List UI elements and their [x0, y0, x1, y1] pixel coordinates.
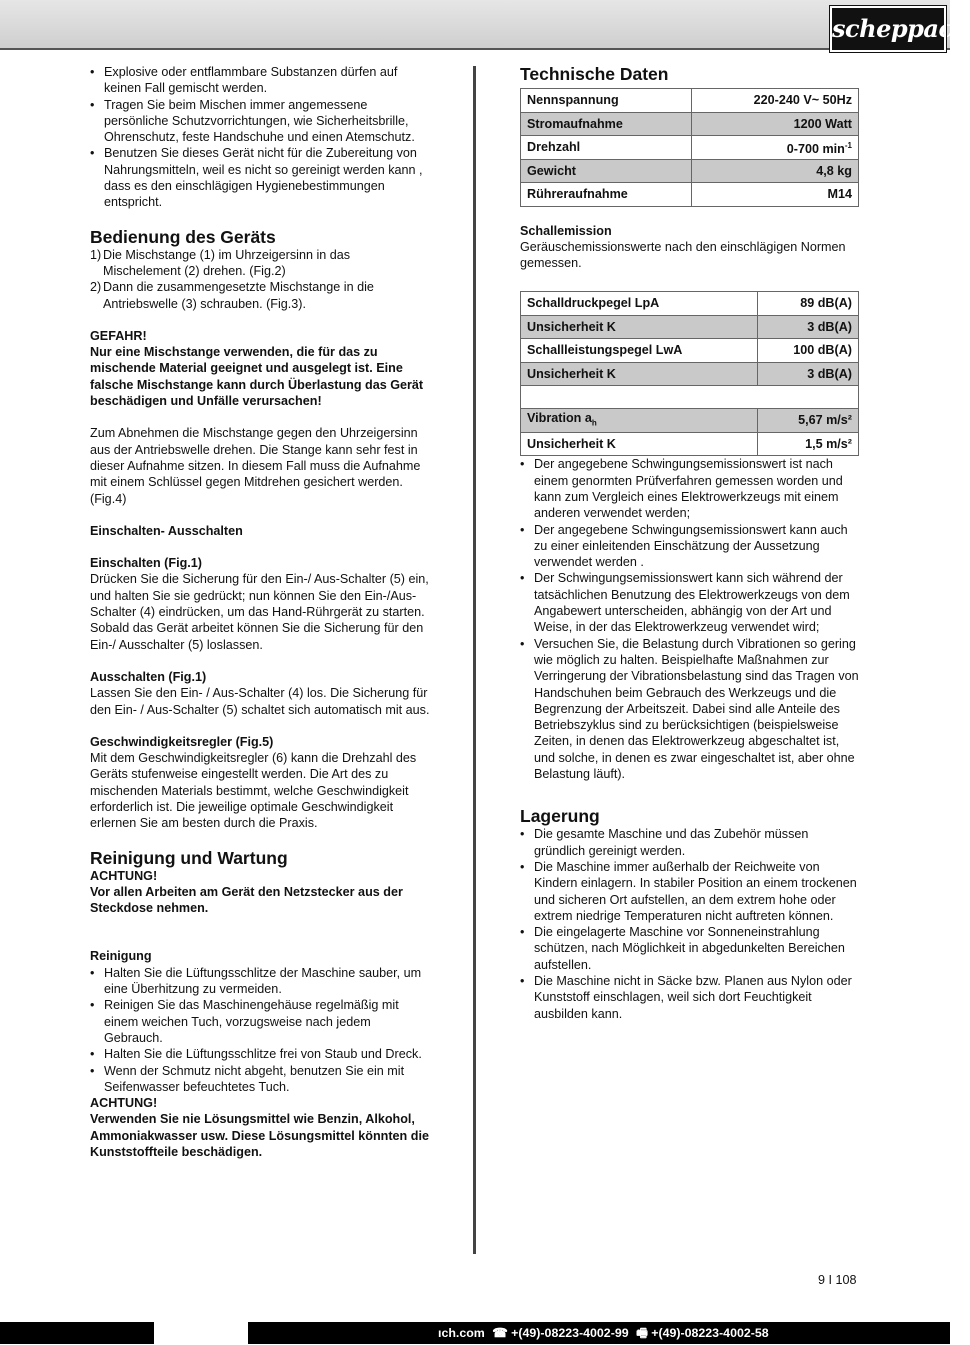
operation-heading: Bedienung des Geräts — [90, 226, 276, 247]
spec-value: M14 — [691, 183, 858, 207]
spec-label: Gewicht — [521, 159, 692, 183]
list-item — [90, 247, 430, 280]
table-row — [521, 183, 859, 207]
on-text: Drücken Sie die Sicherung für den Ein-/ Aus-Schalter (5) ein, und halten Sie sie gedrückt; nun können Sie den Ein-/Aus-Schalter (4) eindrücken, um das Hand-Rührgerät zu starten. Sobald das Gerät arbeitet können Sie die Sicherung für den Ein-/ Ausschalter (5) loslassen. — [90, 572, 429, 652]
table-row — [521, 292, 859, 316]
tech-table — [520, 88, 859, 207]
spec-value-sup: -1 — [844, 140, 852, 150]
spec-value: 89 dB(A) — [757, 292, 858, 316]
list-item: • Die Maschine nicht in Säcke bzw. Planen aus Nylon oder Kunststoff einschlagen, weil sich dort Feuchtigkeit ausbilden kann. — [520, 973, 860, 1022]
table-row — [521, 136, 859, 160]
on-heading: Einschalten (Fig.1) — [90, 556, 202, 571]
step-text: Die Mischstange (1) im Uhrzeigersinn in das Mischelement (2) drehen. (Fig.2) — [103, 247, 351, 278]
list-item: • Halten Sie die Lüftungsschlitze der Maschine sauber, um eine Überhitzung zu vermeiden. — [90, 965, 430, 998]
list-item: • Der Schwingungsemissionswert kann sich während der tatsächlichen Benutzung des Elektrowerkzeugs von dem Angabewert unterscheiden, abhängig von der Art und Weise, in der das Elektrowerkzeug verwendet wird; — [520, 570, 860, 635]
spec-label — [521, 409, 758, 433]
spec-value: 1200 Watt — [691, 112, 858, 136]
table-row — [521, 339, 859, 363]
list-item: • Halten Sie die Lüftungsschlitze frei von Staub und Dreck. — [90, 1046, 430, 1062]
spec-label: Drehzahl — [521, 136, 692, 160]
website-link[interactable]: ıch.com — [438, 1326, 485, 1340]
noise-text: Geräuschemissionswerte nach den einschlägigen Normen gemessen. — [520, 239, 846, 271]
right-column — [520, 64, 860, 1022]
attention-label: ACHTUNG! — [90, 868, 158, 883]
list-item: • Benutzen Sie dieses Gerät nicht für die Zubereitung von Nahrungsmitteln, weil es nicht so gereinigt werden kann , dass es den einschlägigen Hygienebestimmungen entspricht. — [90, 145, 430, 210]
page-number: 9 I 108 — [818, 1273, 857, 1287]
list-item: • Wenn der Schmutz nicht abgeht, benutzen Sie ein mit Seifenwasser befeuchtetes Tuch. — [90, 1063, 430, 1096]
list-item: • Die gesamte Maschine und das Zubehör müssen gründlich gereinigt werden. — [520, 826, 860, 859]
table-row — [521, 362, 859, 386]
cleaning-list — [90, 965, 430, 1095]
list-item: • Die eingelagerte Maschine vor Sonneneinstrahlung schützen, nach Möglichkeit in abgedunkelten Bereichen aufstellen. — [520, 924, 860, 973]
brand-logo: scheppach — [830, 6, 946, 52]
list-item: • Reinigen Sie das Maschinengehäuse regelmäßig mit einem weichen Tuch, vorzugsweise nach jedem Gebrauch. — [90, 997, 430, 1046]
list-item: • Die Maschine immer außerhalb der Reichweite von Kindern einlagern. In stabiler Position an einem trockenen und sicheren Ort aufstellen, an dem extrem hohe oder extrem niedrige Temperaturen nicht auftreten können. — [520, 859, 860, 924]
spec-value: 3 dB(A) — [757, 362, 858, 386]
spec-label: Unsicherheit K — [521, 432, 758, 456]
list-item: • Der angegebene Schwingungsemissionswert ist nach einem genormten Prüfverfahren gemessen worden und kann zum Vergleich eines Elektrowerkzeugs mit einem anderen verwendet werden; — [520, 456, 860, 521]
spec-value: 5,67 m/s² — [757, 409, 858, 433]
empty-cell — [521, 386, 859, 409]
vibration-list — [520, 456, 860, 782]
vibration-label: Vibration a — [527, 410, 592, 425]
step-number: 1) — [90, 247, 102, 262]
spec-value: 100 dB(A) — [757, 339, 858, 363]
step-number: 2) — [90, 280, 102, 295]
danger-label: GEFAHR! — [90, 328, 147, 343]
spec-value: 3 dB(A) — [757, 315, 858, 339]
table-row — [521, 112, 859, 136]
removal-text: Zum Abnehmen die Mischstange gegen den Uhrzeigersinn aus der Antriebswelle drehen. Die Stange kann sehr fest in dieser Aufnahme sitzen. In diesem Fall muss die Aufnahme mit einem Schlüssel gegen Mitdrehen gesichert werden. (Fig.4) — [90, 426, 421, 506]
spec-label: Unsicherheit K — [521, 315, 758, 339]
phone-number: ☎ +(49)-08223-4002-99 — [492, 1326, 629, 1340]
spec-value: 1,5 m/s² — [757, 432, 858, 456]
safety-list — [90, 64, 430, 211]
list-item: • Der angegebene Schwingungsemissionswert kann auch zu einer einleitenden Einschätzung der Aussetzung verwendet werden . — [520, 522, 860, 571]
storage-list — [520, 826, 860, 1022]
spec-label: Unsicherheit K — [521, 362, 758, 386]
cleaning-heading: Reinigung und Wartung — [90, 847, 288, 868]
spec-value-text: 0-700 min — [786, 141, 845, 156]
noise-table — [520, 291, 859, 456]
danger-text: Nur eine Mischstange verwenden, die für das zu mischende Material geeignet und ausgelegt ist. Eine falsche Mischstange kann durch Überlastung das Gerät beschädigen und Unfälle verursachen! — [90, 345, 424, 409]
vibration-sub: h — [591, 418, 597, 428]
speed-heading: Geschwindigkeitsregler (Fig.5) — [90, 734, 274, 749]
table-row — [521, 315, 859, 339]
table-row — [521, 159, 859, 183]
header-band — [0, 0, 950, 48]
reinigung-heading: Reinigung — [90, 949, 152, 964]
spec-value: 4,8 kg — [691, 159, 858, 183]
spec-label: Stromaufnahme — [521, 112, 692, 136]
column-divider — [473, 66, 476, 1254]
table-row — [521, 89, 859, 113]
spec-label: Schalldruckpegel LpA — [521, 292, 758, 316]
onoff-heading: Einschalten- Ausschalten — [90, 523, 243, 538]
off-text: Lassen Sie den Ein- / Aus-Schalter (4) los. Die Sicherung für den Ein- / Aus-Schalter (5) schaltet sich automatisch mit aus. — [90, 686, 430, 717]
list-item: • Versuchen Sie, die Belastung durch Vibrationen so gering wie möglich zu halten. Beispielhafte Maßnahmen zur Verringerung der Vibrationsbelastung sind das Tragen von Handschuhen beim Gebrauch des Werkzeugs und die Begrenzung der Arbeitszeit. Dabei sind alle Anteile des Betriebszyklus sind zu berücksichtigen (beispielsweise Zeiten, in denen das Elektrowerkzeug abgeschaltet ist, und solche, in denen es zwar eingeschaltet ist, aber ohne Belastung läuft). — [520, 636, 860, 783]
list-item: • Tragen Sie beim Mischen immer angemessene persönliche Schutzvorrichtungen, wie Sicherheitsbrille, Ohrenschutz, feste Handschuhe und einen Atemschutz. — [90, 97, 430, 146]
footer-gap — [154, 1322, 248, 1344]
noise-heading: Schallemission — [520, 223, 612, 238]
spec-label: Nennspannung — [521, 89, 692, 113]
list-item — [90, 279, 430, 312]
spec-value: 220-240 V~ 50Hz — [691, 89, 858, 113]
spec-label: Schallleistungspegel LwA — [521, 339, 758, 363]
table-row — [521, 386, 859, 409]
list-item: • Explosive oder entflammbare Substanzen dürfen auf keinen Fall gemischt werden. — [90, 64, 430, 97]
tech-heading: Technische Daten — [520, 64, 669, 84]
operation-steps — [90, 247, 430, 312]
speed-text: Mit dem Geschwindigkeitsregler (6) kann die Drehzahl des Geräts stufenweise eingestellt werden. Die Art des zu mischenden Materials bestimmt, welche Geschwindigkeit erforderlich ist. Die jeweilige optimale Geschwindigkeit erlernen Sie am besten durch die Praxis. — [90, 751, 417, 831]
fax-number: 🖷 +(49)-08223-4002-58 — [636, 1326, 769, 1340]
spec-label: Rühreraufnahme — [521, 183, 692, 207]
left-column — [90, 64, 430, 1160]
table-row — [521, 409, 859, 433]
storage-heading: Lagerung — [520, 806, 600, 827]
step-text: Dann die zusammengesetzte Mischstange in die Antriebswelle (3) schrauben. (Fig.3). — [103, 280, 374, 311]
off-heading: Ausschalten (Fig.1) — [90, 669, 207, 684]
attention-text: Verwenden Sie nie Lösungsmittel wie Benzin, Alkohol, Ammoniakwasser usw. Diese Lösungsmittel könnten die Kunststoffteile beschädigen. — [90, 1112, 429, 1160]
spec-value — [691, 136, 858, 160]
attention-text: Vor allen Arbeiten am Gerät den Netzstecker aus der Steckdose nehmen. — [90, 884, 403, 916]
attention-label: ACHTUNG! — [90, 1096, 158, 1111]
header-rule — [0, 48, 950, 50]
footer-contact — [438, 1322, 773, 1344]
table-row — [521, 432, 859, 456]
